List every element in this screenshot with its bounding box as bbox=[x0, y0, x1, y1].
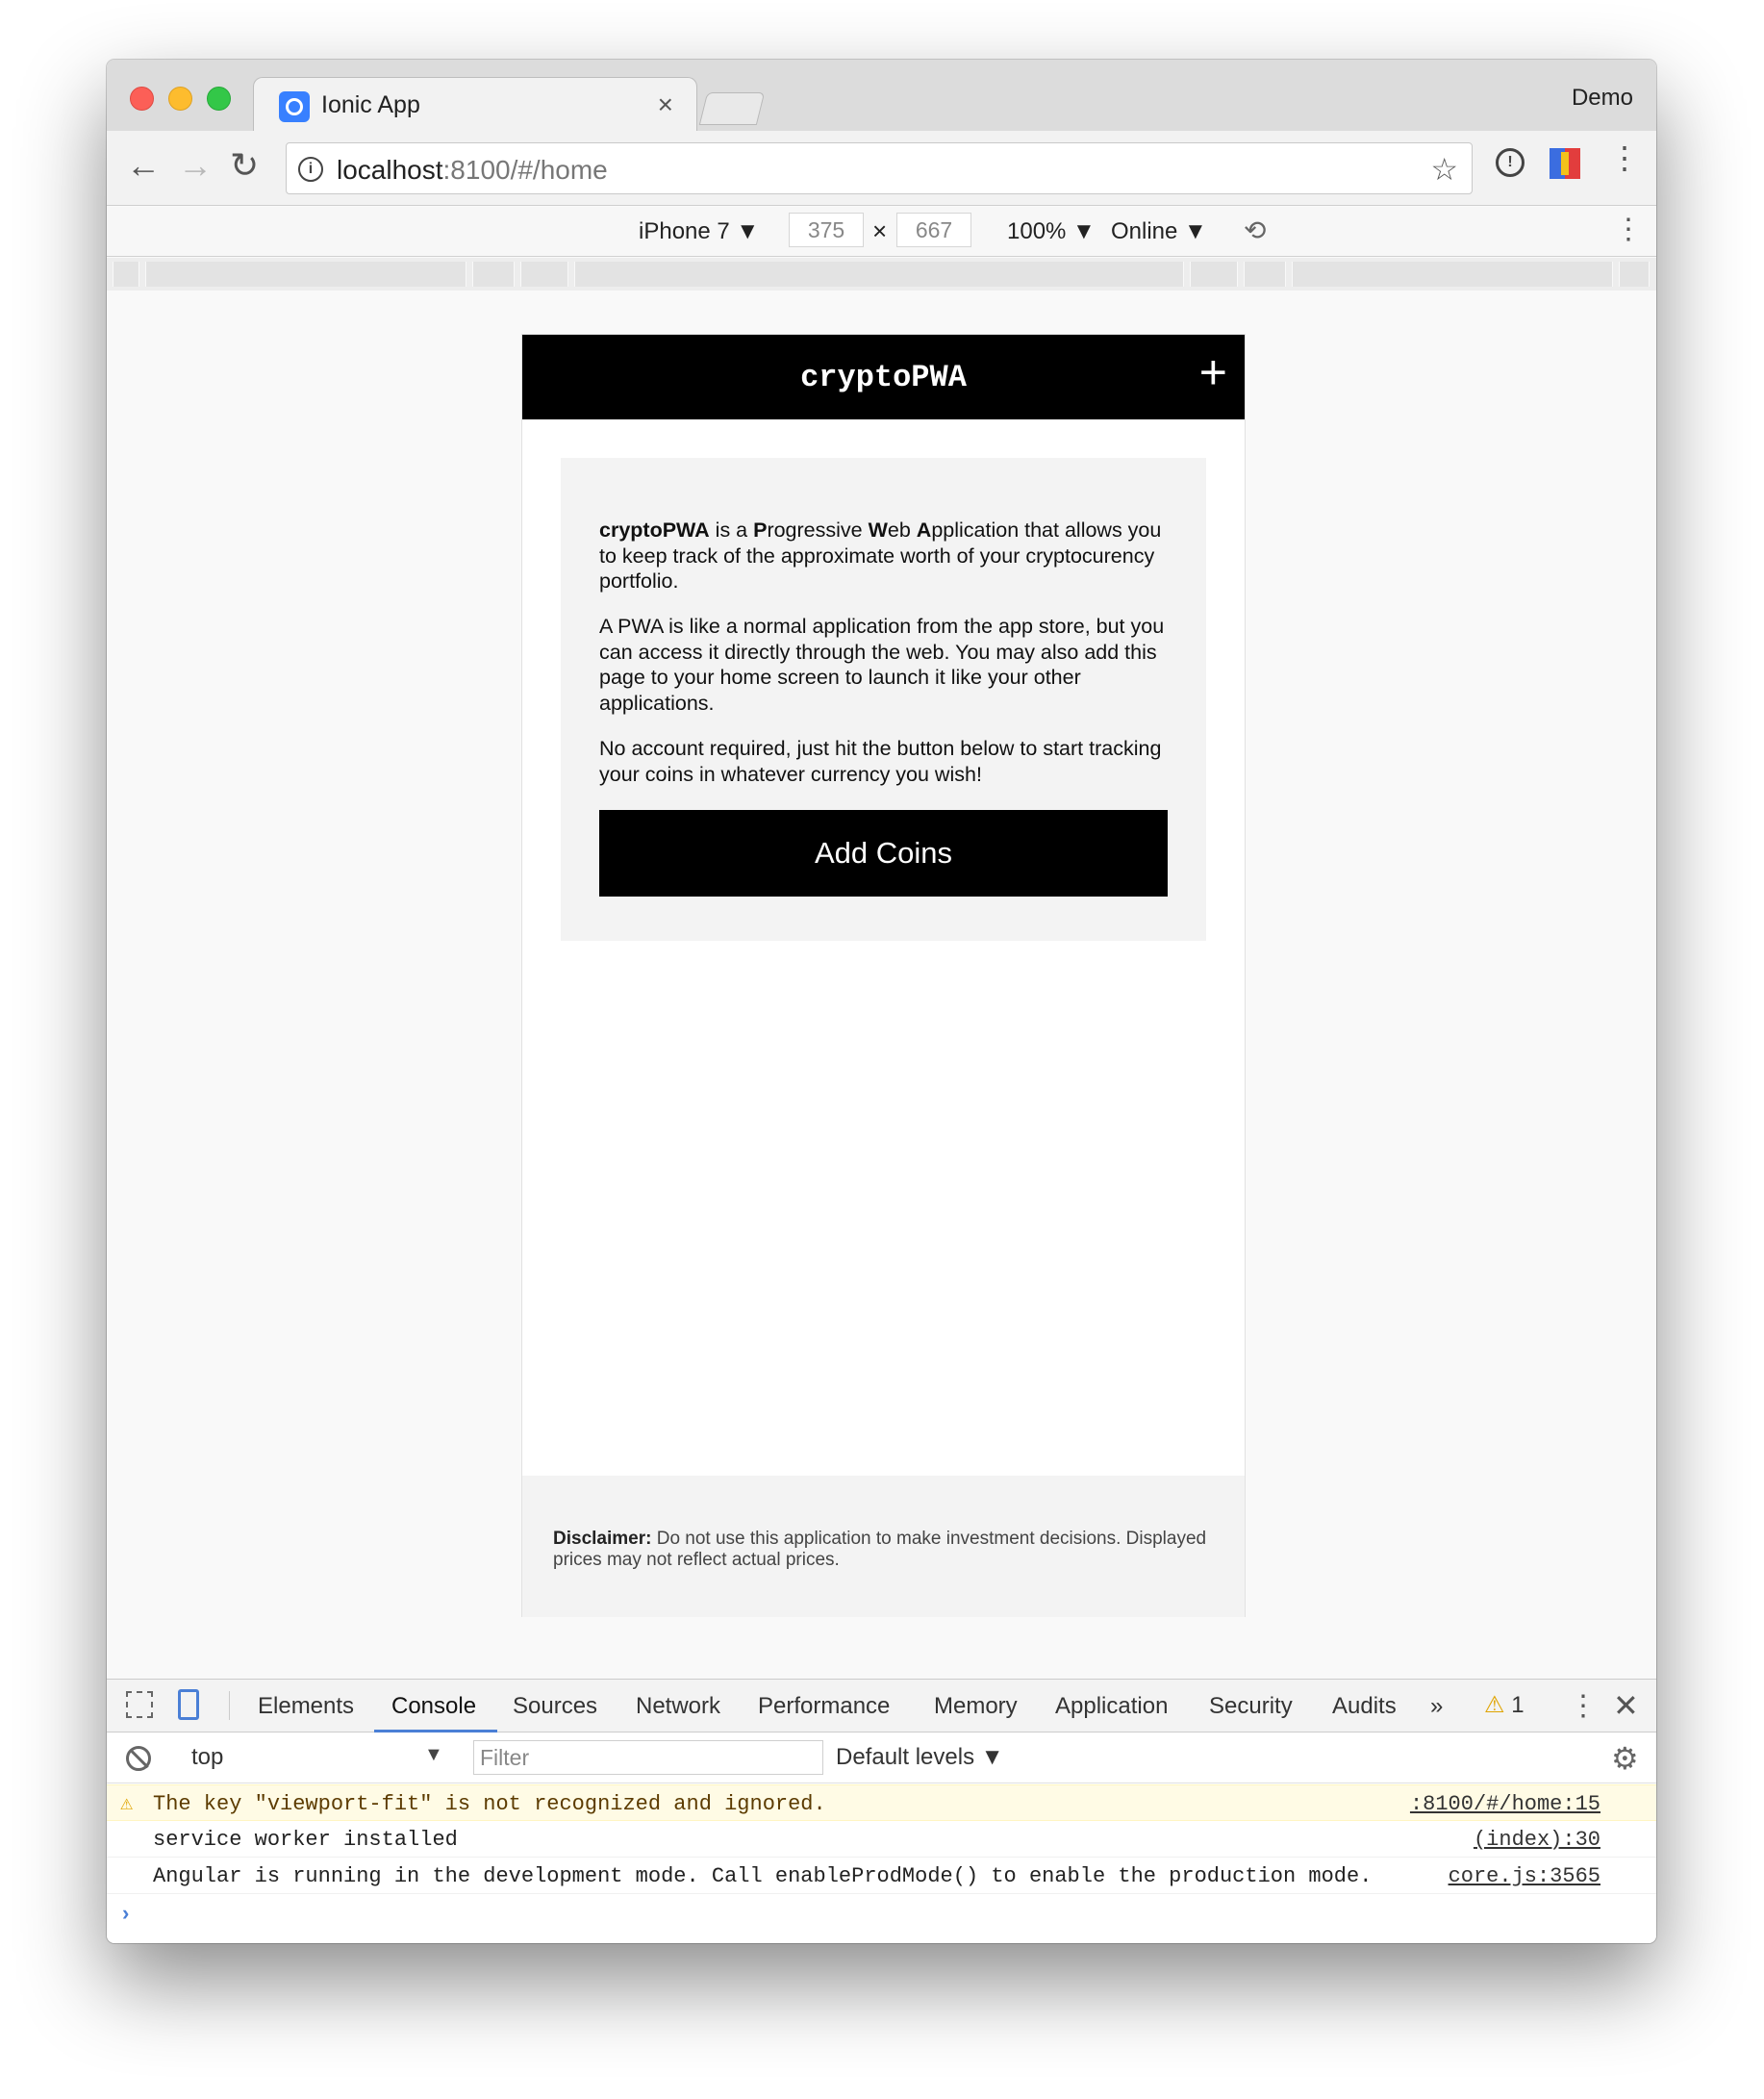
ruler-segment[interactable] bbox=[1619, 262, 1650, 287]
divider bbox=[229, 1691, 230, 1720]
tab-strip bbox=[107, 60, 1656, 131]
browser-toolbar bbox=[107, 131, 1656, 206]
pwa-paragraph: A PWA is like a normal application from the app store, but you can access it directly through the web. You may also add this page to your home screen to launch it like your other applications. bbox=[599, 615, 1165, 715]
log-levels-select[interactable]: Default levels ▼ bbox=[836, 1744, 1004, 1770]
ruler-segment[interactable] bbox=[113, 262, 139, 287]
device-toggle-icon[interactable] bbox=[178, 1689, 199, 1720]
ruler-segment[interactable] bbox=[520, 262, 568, 287]
account-paragraph: No account required, just hit the button below to start tracking your coins in whatever currency you wish! bbox=[599, 737, 1162, 786]
console-message bbox=[107, 1821, 1656, 1858]
tab-network[interactable]: Network bbox=[636, 1693, 721, 1719]
ruler-segment[interactable] bbox=[1244, 262, 1286, 287]
device-height-input[interactable]: 667 bbox=[896, 213, 971, 247]
console-message bbox=[107, 1858, 1656, 1894]
device-more-icon[interactable]: ⋮ bbox=[1614, 214, 1643, 245]
minimize-window-button[interactable] bbox=[168, 87, 192, 111]
clear-console-icon[interactable] bbox=[126, 1746, 151, 1771]
media-query-ruler bbox=[107, 258, 1656, 291]
rotate-icon[interactable]: ⟲ bbox=[1244, 215, 1267, 245]
log-message: service worker installed bbox=[153, 1828, 458, 1852]
ruler-segment[interactable] bbox=[1292, 262, 1613, 287]
url-text[interactable]: localhost:8100/#/home bbox=[337, 155, 608, 185]
log-message: Angular is running in the development mode. Call enableProdMode() to enable the production mode. bbox=[153, 1864, 1373, 1888]
site-info-icon[interactable]: i bbox=[298, 157, 323, 182]
warning-icon: ⚠ bbox=[1484, 1692, 1505, 1718]
zoom-window-button[interactable] bbox=[207, 87, 231, 111]
back-arrow-icon[interactable]: ← bbox=[126, 145, 161, 185]
add-plus-icon[interactable]: + bbox=[1198, 345, 1227, 399]
network-throttle-select[interactable]: Online ▼ bbox=[1111, 218, 1207, 244]
tab-security[interactable]: Security bbox=[1209, 1693, 1293, 1719]
add-coins-button[interactable]: Add Coins bbox=[599, 810, 1168, 897]
close-window-button[interactable] bbox=[130, 87, 154, 111]
app-screen bbox=[521, 334, 1246, 1617]
extension-password-icon[interactable]: ! bbox=[1496, 148, 1525, 177]
tab-memory[interactable]: Memory bbox=[934, 1693, 1018, 1719]
tab-sources[interactable]: Sources bbox=[513, 1693, 598, 1719]
tab-console[interactable]: Console bbox=[391, 1693, 477, 1719]
log-source-link[interactable]: :8100/#/home:15 bbox=[1409, 1792, 1600, 1816]
emulated-viewport bbox=[107, 291, 1656, 1679]
ruler-segment[interactable] bbox=[1190, 262, 1238, 287]
tab-elements[interactable]: Elements bbox=[258, 1693, 355, 1719]
intro-card bbox=[561, 458, 1206, 941]
log-source-link[interactable]: (index):30 bbox=[1473, 1828, 1600, 1852]
console-prompt[interactable]: › bbox=[122, 1901, 130, 1925]
browser-menu-icon[interactable]: ⋮ bbox=[1609, 140, 1640, 175]
more-tabs-icon[interactable]: » bbox=[1430, 1693, 1444, 1719]
device-model-select[interactable]: iPhone 7 ▼ bbox=[639, 218, 760, 244]
disclaimer-text: Disclaimer: Do not use this application to make investment decisions. Displayed prices may not reflect actual prices. bbox=[553, 1529, 1207, 1570]
intro-paragraph: cryptoPWA is a Progressive Web Application that allows you to keep track of the approximate worth of your cryptocurency portfolio. bbox=[599, 518, 1162, 593]
devtools-panel bbox=[107, 1679, 1656, 1943]
tab-application[interactable]: Application bbox=[1055, 1693, 1169, 1719]
reload-icon[interactable]: ↻ bbox=[230, 145, 260, 185]
extension-flag-icon[interactable] bbox=[1550, 148, 1580, 179]
ruler-segment[interactable] bbox=[145, 262, 466, 287]
log-message: The key "viewport-fit" is not recognized and ignored. bbox=[153, 1792, 826, 1816]
ruler-segment[interactable] bbox=[472, 262, 515, 287]
tab-close-icon[interactable]: × bbox=[657, 89, 673, 119]
console-message-warning bbox=[107, 1784, 1656, 1821]
disclaimer-footer bbox=[522, 1476, 1245, 1617]
inspect-element-icon[interactable] bbox=[126, 1691, 153, 1718]
app-title: cryptoPWA bbox=[800, 360, 967, 395]
app-header bbox=[522, 335, 1245, 419]
profile-name[interactable]: Demo bbox=[1571, 85, 1633, 111]
dimension-separator: × bbox=[872, 216, 888, 245]
devtools-close-icon[interactable]: ✕ bbox=[1613, 1688, 1639, 1723]
device-toolbar bbox=[107, 207, 1656, 257]
browser-window bbox=[107, 60, 1656, 1943]
log-source-link[interactable]: core.js:3565 bbox=[1448, 1864, 1600, 1888]
device-width-input[interactable]: 375 bbox=[789, 213, 864, 247]
console-filter-bar bbox=[107, 1732, 1656, 1783]
tab-audits[interactable]: Audits bbox=[1332, 1693, 1397, 1719]
forward-arrow-icon[interactable]: → bbox=[178, 145, 213, 185]
warning-counter[interactable]: ⚠ 1 bbox=[1484, 1692, 1525, 1718]
new-tab-button[interactable] bbox=[699, 92, 765, 125]
tab-performance[interactable]: Performance bbox=[758, 1693, 891, 1719]
context-select[interactable]: top bbox=[191, 1744, 224, 1770]
ionic-favicon-icon bbox=[279, 91, 310, 122]
devtools-tab-bar bbox=[107, 1680, 1656, 1732]
chevron-down-icon[interactable]: ▼ bbox=[424, 1744, 443, 1765]
tab-title: Ionic App bbox=[321, 91, 420, 118]
browser-tab[interactable] bbox=[253, 77, 697, 133]
zoom-select[interactable]: 100% ▼ bbox=[1007, 218, 1096, 244]
console-filter-input[interactable]: Filter bbox=[473, 1740, 823, 1775]
devtools-menu-icon[interactable]: ⋮ bbox=[1569, 1690, 1598, 1722]
bookmark-star-icon[interactable]: ☆ bbox=[1430, 152, 1458, 187]
gear-icon[interactable]: ⚙ bbox=[1611, 1741, 1639, 1776]
ruler-segment[interactable] bbox=[574, 262, 1184, 287]
address-bar[interactable] bbox=[286, 142, 1473, 194]
warning-icon: ⚠ bbox=[120, 1792, 134, 1816]
